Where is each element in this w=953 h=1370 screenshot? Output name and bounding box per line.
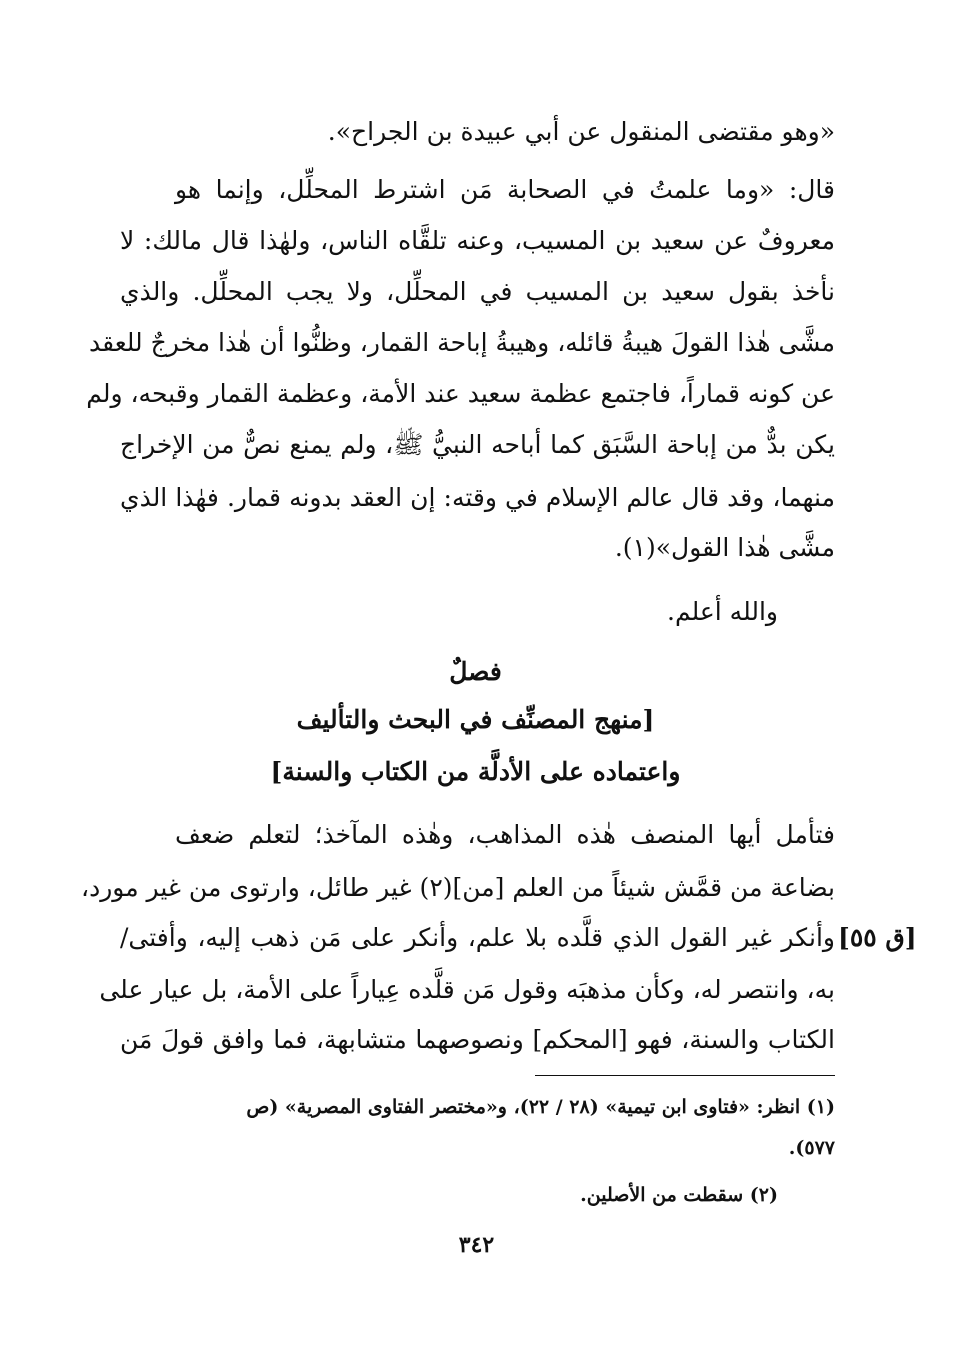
body-line: قال: «وما علمتُ في الصحابة مَن اشترط المحلِّل، وإنما هو — [175, 175, 835, 204]
footnote: (١) انظر: «فتاوى ابن تيمية» (٢٨ / ٢٢)، و«مختصر الفتاوى المصرية» (ص — [246, 1096, 835, 1118]
section-title: فصلٌ — [449, 657, 502, 686]
manuscript-folio-note: [ق ٥٥] — [838, 923, 917, 952]
closing-line: والله أعلم. — [667, 597, 778, 626]
body-line: وأنكر غير القول الذي قلَّده بلا علم، وأنكر على مَن ذهب إليه، وأفتى/ — [120, 923, 835, 952]
section-subtitle: [منهج المصنِّف في البحث والتأليف — [296, 705, 655, 734]
body-line: عن كونه قماراً، فاجتمع عظمة سعيد عند الأمة، وعظمة القمار وقبحه، ولم — [86, 379, 835, 408]
body-line: يكن بدٌّ من إباحة السَّبَق كما أباحه النبيُّ ﷺ، ولم يمنع نصٌّ من الإخراج — [120, 430, 835, 459]
page-number: ٣٤٢ — [458, 1232, 495, 1258]
body-line: مشَّى هٰذا القولَ هيبةُ قائله، وهيبةُ إباحة القمار، وظنُّوا أن هٰذا مخرجٌ للعقد — [88, 328, 835, 357]
body-line: معروفٌ عن سعيد بن المسيب، وعنه تلقَّاه الناس، ولهٰذا قال مالك: لا — [120, 226, 835, 255]
body-line: بضاعة من قمَّش شيئاً من العلم [من](٢) غير طائل، وارتوى من غير مورد، — [81, 873, 835, 902]
body-line: به، وانتصر له، وكأن مذهبَه وقول مَن قلَّده عِياراً على الأمة، بل عيار على — [99, 975, 835, 1004]
footnote-separator — [535, 1075, 835, 1076]
body-line: مشَّى هٰذا القول»(١). — [614, 533, 835, 562]
body-line: الكتاب والسنة، فهو [المحكم] ونصوصهما متشابهة، فما وافق قولَ مَن — [120, 1025, 835, 1054]
body-line: منهما، وقد قال عالم الإسلام في وقته: إن العقد بدونه قمار. فهٰذا الذي — [120, 483, 835, 512]
footnote: (٢) سقطت من الأصلين. — [580, 1184, 778, 1206]
body-line: نأخذ بقول سعيد بن المسيب في المحلِّل، ولا يجب المحلِّل. والذي — [120, 277, 835, 306]
body-line: فتأمل أيها المنصف هٰذه المذاهب، وهٰذه المآخذ؛ لتعلم ضعف — [175, 820, 835, 849]
footnote-continuation: ٥٧٧). — [788, 1137, 835, 1159]
body-line: «وهو مقتضى المنقول عن أبي عبيدة بن الجراح». — [327, 117, 835, 146]
section-subtitle: واعتماده على الأدلَّة من الكتاب والسنة] — [270, 757, 681, 786]
